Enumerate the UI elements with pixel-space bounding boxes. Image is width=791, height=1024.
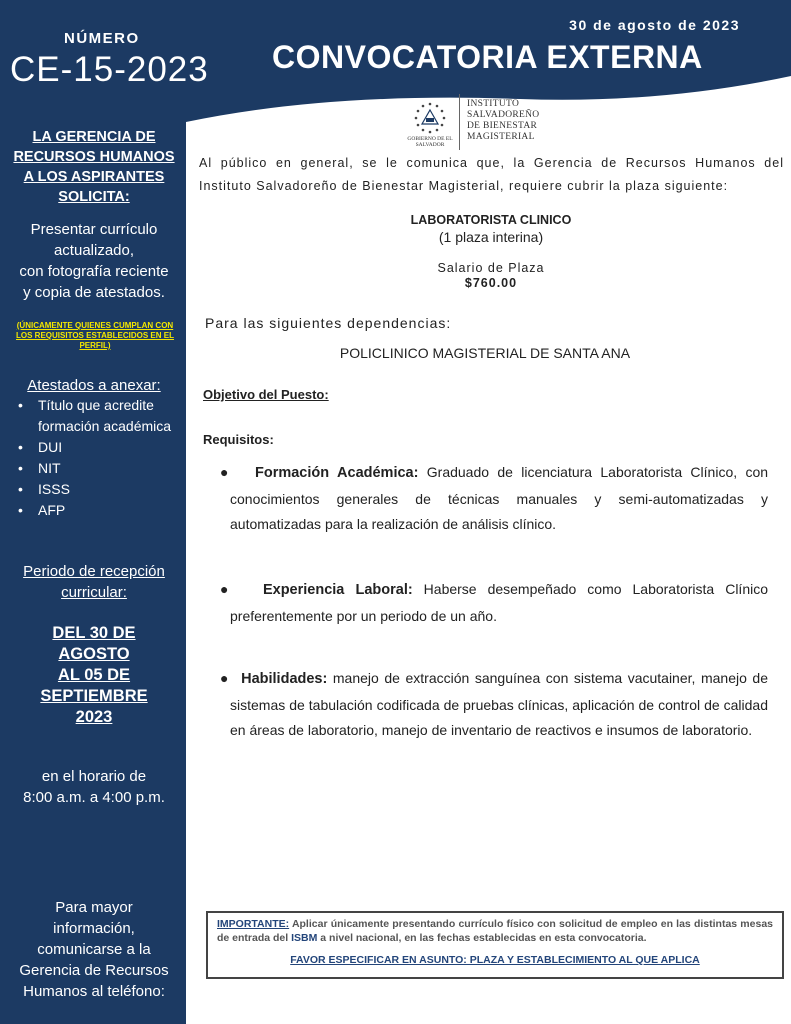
bullet-icon: ● <box>220 581 229 597</box>
dependencias-label: Para las siguientes dependencias: <box>205 315 452 331</box>
horario-line: en el horario de <box>41 768 147 785</box>
list-item: • Título que acredite formación académica <box>18 395 183 437</box>
institute-name <box>467 99 539 143</box>
important-text <box>217 917 773 945</box>
date-line: DEL 30 DE <box>52 624 136 642</box>
sidebar-heading-line: LA GERENCIA DE <box>32 129 156 145</box>
salary-value: $760.00 <box>464 276 518 290</box>
sidebar-heading-line: RECURSOS HUMANOS <box>13 149 175 165</box>
requirement-title: Experiencia Laboral: <box>262 582 413 598</box>
present-line: y copia de atestados. <box>23 284 165 301</box>
numero-label: NÚMERO <box>64 30 140 47</box>
periodo-label <box>6 561 182 603</box>
atestados-title: Atestados a anexar: <box>27 377 161 394</box>
institute-line: INSTITUTO <box>467 99 520 109</box>
header-banner <box>0 0 791 125</box>
subject-note: FAVOR ESPECIFICAR EN ASUNTO: PLAZA Y ESTABLECIMIENTO AL QUE APLICA <box>290 954 700 966</box>
isbm-logo <box>404 94 564 150</box>
requirement-text: manejo de extracción sanguínea con sistema vacutainer, manejo de sistemas de tabulación codificada de pruebas clínicas, aplicación de control de calidad en áreas de laboratorio, manejo de inventario de reactivos e insumos de laboratorio. <box>230 670 769 738</box>
date-line: SEPTIEMBRE <box>40 687 148 705</box>
important-notice-box <box>206 911 784 979</box>
requirement-text: Graduado de licenciatura Laboratorista Clínico, con conocimientos generales de técnicas manuales y semi-automatizadas y automatizadas para la realización de análisis clínico. <box>230 464 769 532</box>
institute-line: SALVADOREÑO <box>467 110 540 120</box>
institute-line: MAGISTERIAL <box>467 132 535 142</box>
position-title: LABORATORISTA CLINICO <box>410 213 572 227</box>
important-body-end: a nivel nacional, en las fechas establecidas en esta convocatoria. <box>320 932 647 944</box>
present-line: actualizado, <box>53 242 135 259</box>
sidebar-heading-line: A LOS ASPIRANTES <box>23 169 165 185</box>
list-item: • NIT <box>18 458 183 479</box>
list-item: • DUI <box>18 437 183 458</box>
salary-label: Salario de Plaza <box>437 261 545 275</box>
list-item: • ISSS <box>18 479 183 500</box>
contact-line: Gerencia de Recursos <box>19 962 169 979</box>
requisitos-heading: Requisitos: <box>203 432 274 447</box>
convocatoria-number: CE-15-2023 <box>10 50 209 89</box>
requirement-formacion <box>220 460 769 538</box>
sidebar-heading-line: SOLICITA: <box>58 189 130 205</box>
important-body: Aplicar únicamente presentando currículo físico con solicitud de empleo en las distintas mesas de entrada del <box>217 918 773 944</box>
contact-line: Humanos al teléfono: <box>23 983 165 1000</box>
sidebar-present-instructions <box>6 219 182 303</box>
sidebar-heading <box>6 127 182 207</box>
office-hours <box>6 766 182 808</box>
intro-paragraph: Al público en general, se le comunica que, la Gerencia de Recursos Humanos del Instituto Salvadoreño de Bienestar Magisterial, requiere cubrir la plaza siguiente: <box>199 156 784 193</box>
date-line: AGOSTO <box>58 645 130 663</box>
bullet-icon: ● <box>220 464 229 480</box>
atestados-list <box>18 395 183 521</box>
important-accent: ISBM <box>291 932 318 944</box>
position-type: (1 plaza interina) <box>438 229 544 245</box>
objetivo-heading: Objetivo del Puesto: <box>203 387 329 402</box>
requirement-text: Haberse desempeñado como Laboratorista Clínico preferentemente por un periodo de un año. <box>230 581 768 624</box>
contact-info <box>6 897 182 1002</box>
institute-line: DE BIENESTAR <box>467 121 538 131</box>
date-line: AL 05 DE <box>57 666 131 684</box>
requirement-habilidades <box>220 666 769 744</box>
eligibility-note: (ÚNICAMENTE QUIENES CUMPLAN CON LOS REQUISITOS ESTABLECIDOS EN EL PERFIL) <box>16 321 174 350</box>
reception-dates <box>6 623 182 728</box>
requirement-title: Habilidades: <box>241 671 328 687</box>
dependencia-name: POLICLINICO MAGISTERIAL DE SANTA ANA <box>339 345 631 361</box>
contact-line: comunicarse a la <box>37 941 151 958</box>
present-line: con fotografía reciente <box>19 263 169 280</box>
horario-line: 8:00 a.m. a 4:00 p.m. <box>23 789 165 806</box>
periodo-line: curricular: <box>61 584 127 601</box>
present-line: Presentar currículo <box>30 221 158 238</box>
requirement-experiencia <box>220 577 768 629</box>
logo-divider <box>459 94 460 150</box>
list-item: • AFP <box>18 500 183 521</box>
important-label: IMPORTANTE: <box>217 918 290 930</box>
date-line: 2023 <box>75 708 113 726</box>
bullet-icon: ● <box>220 670 229 686</box>
publication-date: 30 de agosto de 2023 <box>569 17 740 33</box>
periodo-line: Periodo de recepción <box>23 563 165 580</box>
gov-label: GOBIERNO DE EL SALVADOR <box>407 136 453 148</box>
contact-line: información, <box>53 920 135 937</box>
sidebar <box>0 125 186 1024</box>
requirement-title: Formación Académica: <box>254 465 419 481</box>
contact-line: Para mayor <box>55 899 133 916</box>
page-title: CONVOCATORIA EXTERNA <box>272 39 703 75</box>
